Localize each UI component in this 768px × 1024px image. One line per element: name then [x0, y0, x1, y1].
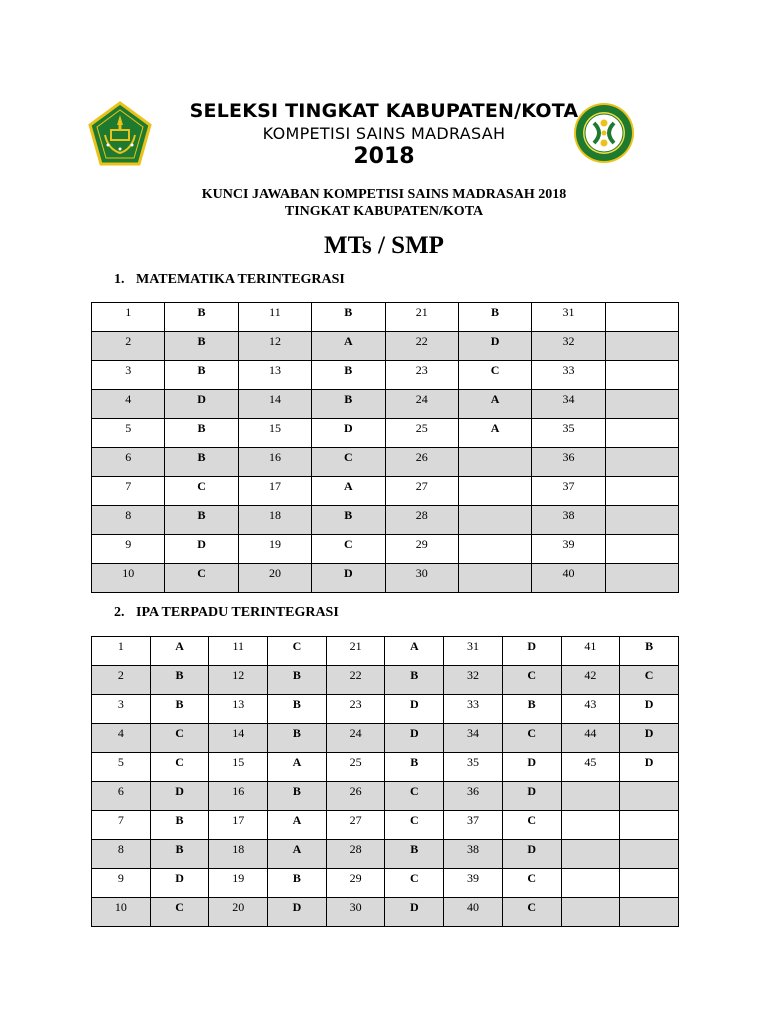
answer-cell: B	[165, 448, 238, 477]
question-number-cell: 13	[238, 361, 311, 390]
question-number-cell: 30	[385, 564, 458, 593]
question-number-cell: 13	[209, 695, 268, 724]
question-number-cell: 23	[385, 361, 458, 390]
question-number-cell: 11	[238, 303, 311, 332]
question-number-cell: 20	[238, 564, 311, 593]
answer-cell	[458, 506, 531, 535]
answer-cell	[605, 332, 678, 361]
answer-cell: B	[268, 666, 327, 695]
answer-cell: C	[502, 869, 561, 898]
question-number-cell: 34	[532, 390, 605, 419]
answer-cell: A	[268, 840, 327, 869]
question-number-cell: 21	[326, 637, 385, 666]
section-heading-ipa	[114, 605, 339, 621]
answer-cell: D	[620, 724, 679, 753]
answer-cell: B	[312, 361, 385, 390]
question-number-cell: 8	[92, 506, 165, 535]
question-number-cell: 43	[561, 695, 620, 724]
table-row	[92, 898, 679, 927]
answer-cell: A	[268, 811, 327, 840]
page-year: 2018	[353, 144, 415, 169]
answer-cell: B	[150, 695, 209, 724]
answer-cell: A	[312, 332, 385, 361]
table-row	[92, 811, 679, 840]
question-number-cell: 6	[92, 782, 151, 811]
section-number: 2.	[114, 605, 125, 620]
table-row	[92, 695, 679, 724]
table-row	[92, 753, 679, 782]
section-number: 1.	[114, 272, 125, 287]
question-number-cell: 32	[532, 332, 605, 361]
question-number-cell: 29	[385, 535, 458, 564]
question-number-cell: 39	[444, 869, 503, 898]
answer-cell: B	[620, 637, 679, 666]
question-number-cell: 35	[444, 753, 503, 782]
answer-cell: C	[312, 448, 385, 477]
question-number-cell: 45	[561, 753, 620, 782]
answer-cell: C	[165, 477, 238, 506]
question-number-cell: 15	[209, 753, 268, 782]
question-number-cell: 3	[92, 361, 165, 390]
table-row	[92, 448, 679, 477]
answer-cell	[620, 782, 679, 811]
question-number-cell: 38	[532, 506, 605, 535]
answer-cell: D	[165, 390, 238, 419]
answer-cell: B	[385, 666, 444, 695]
answer-cell: D	[150, 869, 209, 898]
question-number-cell: 14	[209, 724, 268, 753]
answer-cell: D	[385, 695, 444, 724]
answer-cell: B	[165, 419, 238, 448]
answer-cell: B	[165, 303, 238, 332]
answer-cell: B	[268, 869, 327, 898]
answer-cell: C	[150, 898, 209, 927]
answer-cell	[605, 477, 678, 506]
answer-cell: D	[458, 332, 531, 361]
question-number-cell: 44	[561, 724, 620, 753]
table-row	[92, 666, 679, 695]
question-number-cell: 8	[92, 840, 151, 869]
answer-cell: D	[312, 564, 385, 593]
question-number-cell: 15	[238, 419, 311, 448]
answer-cell: D	[268, 898, 327, 927]
question-number-cell: 4	[92, 390, 165, 419]
answer-cell: B	[150, 811, 209, 840]
question-number-cell: 6	[92, 448, 165, 477]
question-number-cell: 12	[209, 666, 268, 695]
answer-cell: C	[150, 724, 209, 753]
question-number-cell: 27	[385, 477, 458, 506]
answer-cell: B	[150, 666, 209, 695]
school-level-heading: MTs / SMP	[324, 232, 444, 259]
answer-cell: C	[458, 361, 531, 390]
question-number-cell: 17	[238, 477, 311, 506]
question-number-cell: 14	[238, 390, 311, 419]
table-row	[92, 782, 679, 811]
answer-table-matematika	[91, 302, 679, 593]
question-number-cell: 16	[238, 448, 311, 477]
answer-cell	[605, 448, 678, 477]
question-number-cell: 23	[326, 695, 385, 724]
question-number-cell: 28	[326, 840, 385, 869]
question-number-cell: 26	[326, 782, 385, 811]
answer-cell	[605, 419, 678, 448]
question-number-cell: 33	[444, 695, 503, 724]
question-number-cell: 18	[209, 840, 268, 869]
answer-cell: B	[150, 840, 209, 869]
answer-cell: D	[312, 419, 385, 448]
question-number-cell: 9	[92, 869, 151, 898]
question-number-cell: 24	[385, 390, 458, 419]
answer-cell: A	[268, 753, 327, 782]
table-row	[92, 564, 679, 593]
answer-cell: C	[150, 753, 209, 782]
page-title: SELEKSI TINGKAT KABUPATEN/KOTA	[189, 100, 579, 122]
answer-cell: A	[312, 477, 385, 506]
question-number-cell: 2	[92, 332, 165, 361]
question-number-cell: 33	[532, 361, 605, 390]
question-number-cell: 19	[238, 535, 311, 564]
question-number-cell: 18	[238, 506, 311, 535]
answer-cell: D	[502, 753, 561, 782]
answer-cell: B	[268, 695, 327, 724]
question-number-cell: 1	[92, 637, 151, 666]
answer-cell	[458, 477, 531, 506]
question-number-cell: 10	[92, 564, 165, 593]
question-number-cell: 25	[326, 753, 385, 782]
answer-key-title: KUNCI JAWABAN KOMPETISI SAINS MADRASAH 2018	[201, 187, 567, 202]
question-number-cell: 30	[326, 898, 385, 927]
question-number-cell: 5	[92, 419, 165, 448]
question-number-cell: 22	[326, 666, 385, 695]
answer-cell: B	[165, 332, 238, 361]
table-row	[92, 419, 679, 448]
answer-cell: B	[385, 753, 444, 782]
answer-cell	[605, 535, 678, 564]
answer-cell: B	[312, 390, 385, 419]
answer-cell: B	[385, 840, 444, 869]
question-number-cell: 22	[385, 332, 458, 361]
question-number-cell: 21	[385, 303, 458, 332]
answer-cell	[605, 361, 678, 390]
answer-cell: D	[385, 724, 444, 753]
question-number-cell	[561, 898, 620, 927]
answer-cell: A	[150, 637, 209, 666]
answer-cell: D	[502, 782, 561, 811]
section-title: MATEMATIKA TERINTEGRASI	[136, 272, 345, 287]
answer-cell: C	[502, 724, 561, 753]
question-number-cell: 32	[444, 666, 503, 695]
question-number-cell: 29	[326, 869, 385, 898]
table-row	[92, 506, 679, 535]
answer-cell: D	[385, 898, 444, 927]
table-row	[92, 869, 679, 898]
answer-cell: A	[458, 390, 531, 419]
answer-cell	[458, 564, 531, 593]
question-number-cell: 9	[92, 535, 165, 564]
table-row	[92, 390, 679, 419]
answer-cell: C	[385, 811, 444, 840]
answer-cell: D	[620, 695, 679, 724]
answer-cell	[620, 840, 679, 869]
answer-cell	[458, 448, 531, 477]
question-number-cell: 40	[532, 564, 605, 593]
table-row	[92, 477, 679, 506]
question-number-cell	[561, 782, 620, 811]
question-number-cell: 17	[209, 811, 268, 840]
table-row	[92, 637, 679, 666]
answer-table-ipa	[91, 636, 679, 927]
answer-cell: B	[165, 361, 238, 390]
answer-key-level: TINGKAT KABUPATEN/KOTA	[284, 204, 484, 219]
question-number-cell: 1	[92, 303, 165, 332]
question-number-cell: 24	[326, 724, 385, 753]
question-number-cell: 7	[92, 477, 165, 506]
question-number-cell: 38	[444, 840, 503, 869]
table-row	[92, 303, 679, 332]
question-number-cell: 7	[92, 811, 151, 840]
question-number-cell: 41	[561, 637, 620, 666]
answer-cell: D	[165, 535, 238, 564]
question-number-cell: 4	[92, 724, 151, 753]
table-row	[92, 724, 679, 753]
question-number-cell: 37	[444, 811, 503, 840]
question-number-cell: 42	[561, 666, 620, 695]
answer-cell: C	[502, 811, 561, 840]
table-row	[92, 361, 679, 390]
answer-cell: C	[502, 666, 561, 695]
question-number-cell: 36	[532, 448, 605, 477]
answer-cell: D	[502, 840, 561, 869]
answer-cell: D	[502, 637, 561, 666]
answer-cell: C	[165, 564, 238, 593]
table-row	[92, 535, 679, 564]
answer-cell	[620, 898, 679, 927]
answer-cell: A	[458, 419, 531, 448]
question-number-cell: 5	[92, 753, 151, 782]
answer-cell	[605, 303, 678, 332]
question-number-cell: 2	[92, 666, 151, 695]
question-number-cell: 16	[209, 782, 268, 811]
question-number-cell: 31	[444, 637, 503, 666]
question-number-cell: 36	[444, 782, 503, 811]
question-number-cell	[561, 811, 620, 840]
answer-cell: B	[312, 303, 385, 332]
answer-cell: C	[312, 535, 385, 564]
question-number-cell: 19	[209, 869, 268, 898]
answer-cell: B	[165, 506, 238, 535]
question-number-cell: 11	[209, 637, 268, 666]
question-number-cell: 26	[385, 448, 458, 477]
question-number-cell: 35	[532, 419, 605, 448]
question-number-cell: 12	[238, 332, 311, 361]
page-subtitle: KOMPETISI SAINS MADRASAH	[262, 124, 506, 143]
question-number-cell: 10	[92, 898, 151, 927]
answer-cell: C	[620, 666, 679, 695]
answer-cell	[620, 811, 679, 840]
answer-cell: D	[620, 753, 679, 782]
answer-cell: C	[385, 782, 444, 811]
answer-cell: D	[150, 782, 209, 811]
answer-cell: C	[385, 869, 444, 898]
question-number-cell	[561, 869, 620, 898]
question-number-cell: 40	[444, 898, 503, 927]
question-number-cell: 27	[326, 811, 385, 840]
question-number-cell: 34	[444, 724, 503, 753]
answer-cell: B	[312, 506, 385, 535]
table-row	[92, 332, 679, 361]
question-number-cell: 37	[532, 477, 605, 506]
answer-cell: B	[502, 695, 561, 724]
answer-cell	[605, 564, 678, 593]
question-number-cell: 20	[209, 898, 268, 927]
answer-cell: B	[458, 303, 531, 332]
answer-cell	[605, 506, 678, 535]
question-number-cell	[561, 840, 620, 869]
section-title: IPA TERPADU TERINTEGRASI	[136, 605, 339, 620]
answer-cell: A	[385, 637, 444, 666]
section-heading-matematika	[114, 272, 345, 288]
answer-cell: B	[268, 724, 327, 753]
question-number-cell: 31	[532, 303, 605, 332]
question-number-cell: 28	[385, 506, 458, 535]
question-number-cell: 39	[532, 535, 605, 564]
question-number-cell: 3	[92, 695, 151, 724]
answer-cell	[620, 869, 679, 898]
answer-cell: C	[268, 637, 327, 666]
answer-cell: C	[502, 898, 561, 927]
answer-cell	[605, 390, 678, 419]
answer-cell: B	[268, 782, 327, 811]
table-row	[92, 840, 679, 869]
answer-cell	[458, 535, 531, 564]
question-number-cell: 25	[385, 419, 458, 448]
